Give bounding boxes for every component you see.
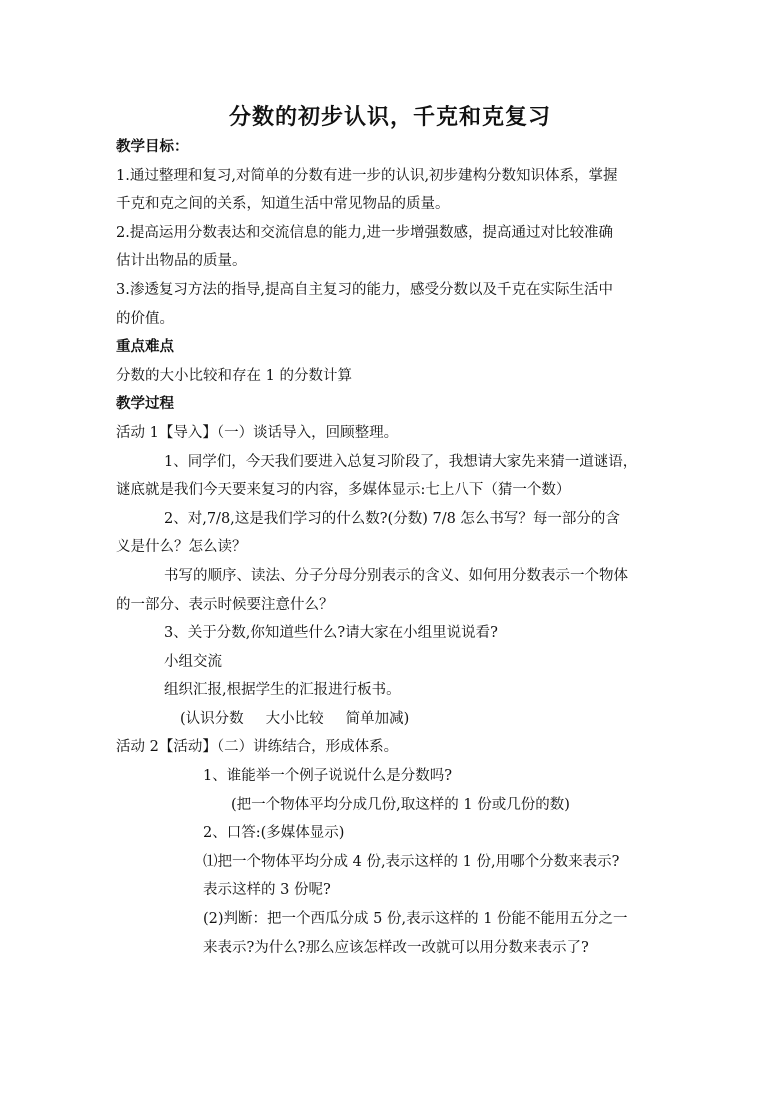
page-title: 分数的初步认识，千克和克复习	[228, 105, 551, 130]
key-points-text: 分数的大小比较和存在 1 的分数计算	[116, 367, 352, 384]
activity-1-paragraph-4: 3、关于分数,你知道些什么?请大家在小组里说说看?	[164, 625, 498, 642]
activity-1-label: 活动 1【导入】（一）谈话导入，回顾整理。	[116, 424, 399, 441]
board-note: 简单加减)	[345, 710, 410, 727]
activity-1-paragraph-2-line-1: 2、对,7/8,这是我们学习的什么数?(分数) 7/8 怎么书写？每一部分的含	[164, 510, 620, 527]
objective-1-line-2: 千克和克之间的关系，知道生活中常见物品的质量。	[116, 196, 450, 213]
activity-1-paragraph-5: 小组交流	[164, 653, 222, 670]
activity-2-question-1-answer: (把一个物体平均分成几份,取这样的 1 份或几份的数)	[231, 796, 570, 813]
activity-2-question-2-2-line-1: (2)判断：把一个西瓜分成 5 份,表示这样的 1 份能不能用五分之一	[203, 911, 628, 928]
activity-1-paragraph-3-line-2: 的一部分、表示时候要注意什么？	[116, 596, 334, 613]
activity-2-label: 活动 2【活动】（二）讲练结合，形成体系。	[116, 739, 399, 756]
activity-2-question-1: 1、谁能举一个例子说说什么是分数吗?	[203, 768, 452, 785]
objective-3-line-2: 的价值。	[116, 310, 174, 327]
activity-2-question-2: 2、口答:(多媒体显示)	[203, 825, 345, 842]
document-body	[116, 133, 676, 962]
activity-2-question-2-1-line-1: ⑴把一个物体平均分成 4 份,表示这样的 1 份,用哪个分数来表示?	[203, 853, 620, 870]
objective-2-line-2: 估计出物品的质量。	[116, 253, 247, 270]
board-note: (认识分数	[180, 710, 244, 727]
activity-2-question-2-1-line-2: 表示这样的 3 份呢?	[203, 882, 331, 899]
activity-2-question-2-2-line-2: 来表示?为什么?那么应该怎样改一改就可以用分数来表示了?	[203, 939, 589, 956]
board-note: 大小比较	[265, 710, 324, 727]
objective-2-line-1: 2.提高运用分数表达和交流信息的能力,进一步增强数感，提高通过对比较准确	[116, 224, 613, 241]
activity-1-paragraph-6: 组织汇报,根据学生的汇报进行板书。	[164, 682, 401, 699]
objective-3-line-1: 3.渗透复习方法的指导,提高自主复习的能力，感受分数以及千克在实际生活中	[116, 281, 613, 298]
activity-1-paragraph-2-line-2: 义是什么？怎么读？	[116, 539, 247, 556]
activity-1-paragraph-1-line-1: 1、同学们，今天我们要进入总复习阶段了，我想请大家先来猜一道谜语，	[164, 453, 638, 470]
key-points-heading: 重点难点	[116, 339, 174, 356]
objective-1-line-1: 1.通过整理和复习,对简单的分数有进一步的认识,初步建构分数知识体系，掌握	[116, 167, 618, 184]
activity-1-paragraph-1-line-2: 谜底就是我们今天要来复习的内容，多媒体显示:七上八下（猜一个数）	[116, 482, 571, 499]
process-heading: 教学过程	[116, 396, 174, 413]
activity-1-paragraph-3-line-1: 书写的顺序、读法、分子分母分别表示的含义、如何用分数表示一个物体	[164, 567, 628, 584]
objectives-heading: 教学目标：	[116, 139, 189, 155]
board-notes	[116, 705, 676, 734]
